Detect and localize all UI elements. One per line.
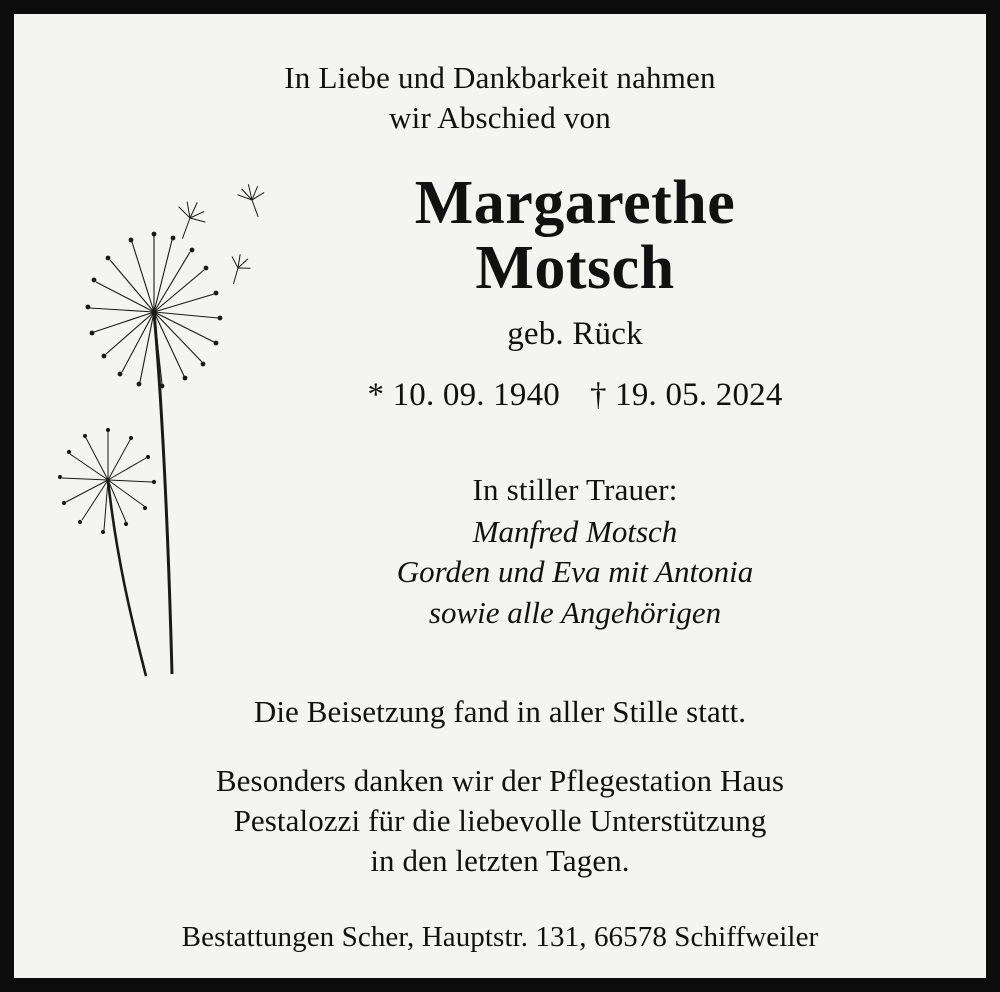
intro-text xyxy=(50,58,950,137)
mourning-block xyxy=(50,472,950,635)
mourner-item: Manfred Motsch xyxy=(472,513,678,549)
obituary-content xyxy=(14,14,986,978)
mourner-list xyxy=(200,512,950,635)
mourner-item: sowie alle Angehörigen xyxy=(428,595,722,631)
maiden-name: geb. Rück xyxy=(507,315,643,352)
deceased-name xyxy=(200,171,950,301)
notes-block xyxy=(50,692,950,881)
death-date: † 19. 05. 2024 xyxy=(590,376,783,413)
intro-line-1: In Liebe und Dankbarkeit nahmen xyxy=(284,60,716,95)
name-block xyxy=(50,171,950,413)
mourning-heading: In stiller Trauer: xyxy=(472,471,678,507)
birth-date: * 10. 09. 1940 xyxy=(367,376,560,413)
thanks-line-2: Pestalozzi für die liebevolle Unterstützung xyxy=(233,802,767,838)
thanks-line-1: Besonders danken wir der Pflegestation Haus xyxy=(215,762,785,798)
thanks-line-3: in den letzten Tagen. xyxy=(370,843,630,879)
life-dates xyxy=(200,377,950,414)
thanks-note xyxy=(50,761,950,882)
first-name: Margarethe xyxy=(414,169,736,238)
intro-line-2: wir Abschied von xyxy=(389,99,611,135)
funeral-home-footer: Bestattungen Scher, Hauptstr. 131, 66578 Schiffweiler xyxy=(181,921,819,954)
last-name: Motsch xyxy=(475,234,675,303)
obituary-card xyxy=(14,14,986,978)
burial-note: Die Beisetzung fand in aller Stille statt. xyxy=(253,694,747,730)
mourner-item: Gorden und Eva mit Antonia xyxy=(396,554,754,590)
